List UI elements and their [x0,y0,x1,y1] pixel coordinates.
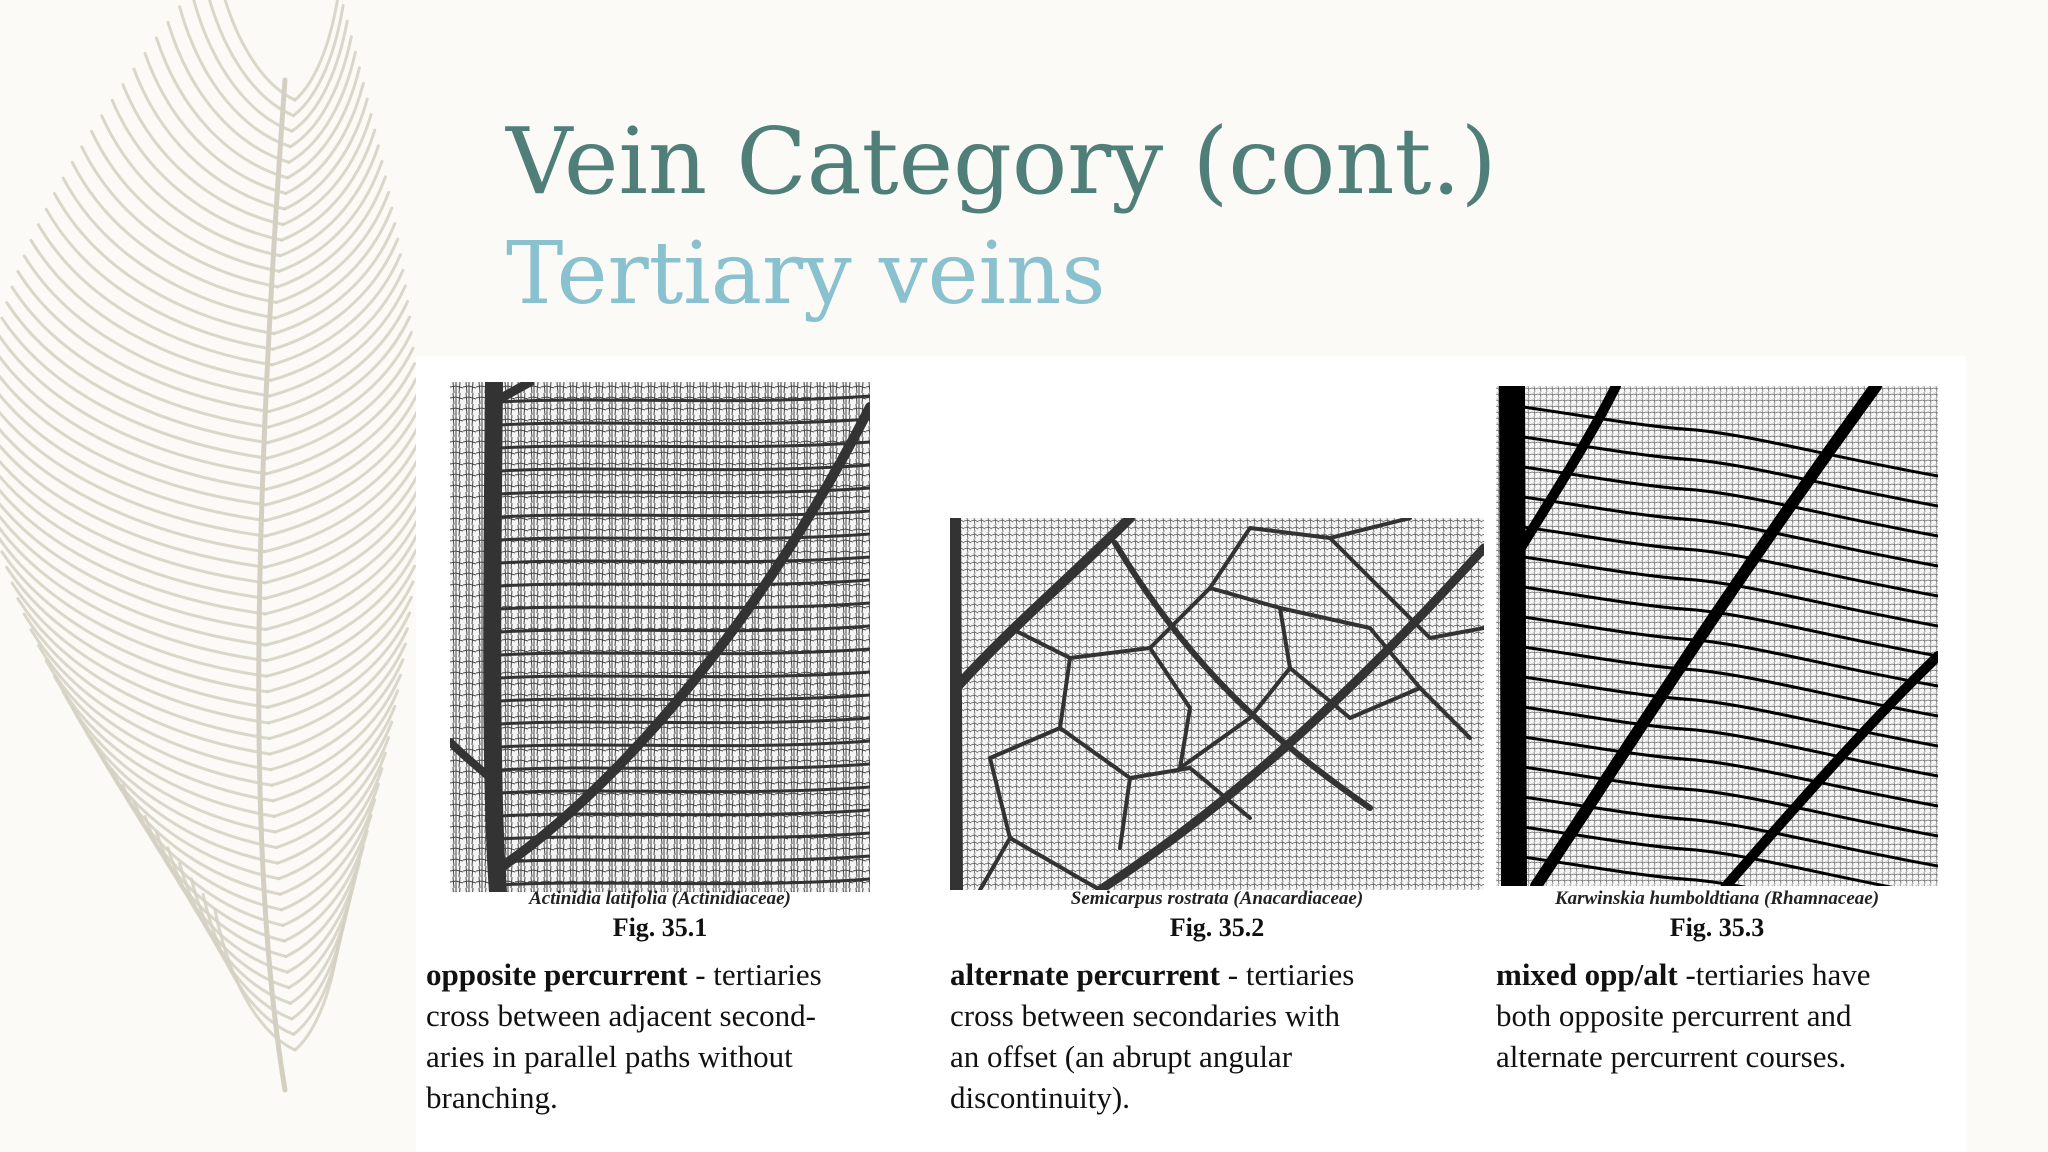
figure-description [426,954,936,1118]
figure-35-2 [936,356,1470,1152]
feather-barb-left [191,0,292,131]
feather-barb-left [168,22,289,162]
feather-barb-right [293,6,343,116]
slide-subtitle: Tertiary veins [506,224,1106,324]
primary-vein [954,518,956,890]
description-line-3: an offset (an abrupt angular [950,1039,1293,1074]
leaf-venation-image-3 [1496,386,1938,886]
description-line-1 [1496,954,1966,995]
description-line-2: cross between adjacent second- [426,998,816,1033]
figure-number: Fig. 35.3 [1669,913,1765,942]
figure-35-3 [1470,356,1966,1152]
description-line-4: discontinuity). [950,1080,1130,1115]
figure-description [950,954,1470,1118]
description-line-3: alternate percurrent courses. [1496,1039,1847,1074]
primary-vein [1512,386,1514,886]
feather-barb-left [31,240,271,380]
figure-description [1496,954,1966,1077]
leaf-venation-image-2 [950,518,1484,890]
leaf-venation-image-1 [450,382,870,892]
description-line-1 [426,954,936,995]
figure-35-1 [416,356,936,1152]
description-line-1 [950,954,1470,995]
description-term: alternate percurrent [950,957,1221,992]
description-line-1-rest: - tertiaries [1220,957,1355,992]
description-term: opposite percurrent [426,957,688,992]
primary-vein [492,382,498,892]
description-line-1-rest: - tertiaries [687,957,822,992]
description-line-2: both opposite percurrent and [1496,998,1852,1033]
description-line-3: aries in parallel paths without [426,1039,793,1074]
species-name: Semicarpus rostrata (Anacardiaceae) [1070,888,1364,909]
figure-number: Fig. 35.2 [1169,913,1265,942]
species-name: Karwinskia humboldtiana (Rhamnaceae) [1554,888,1880,909]
description-line-1-rest: -tertiaries have [1677,957,1871,992]
feather-barb-left [134,69,285,209]
species-name: Actinidia latifolia (Actinidiaceae) [529,888,791,909]
feather-barb-left [156,38,287,178]
feather-barb-left [123,85,283,225]
slide-title: Vein Category (cont.) [506,108,1497,215]
description-line-2: cross between secondaries with [950,998,1340,1033]
description-line-4: branching. [426,1080,558,1115]
description-term: mixed opp/alt [1496,957,1678,992]
figure-number: Fig. 35.1 [612,913,708,942]
figure-panel [416,356,1966,1152]
